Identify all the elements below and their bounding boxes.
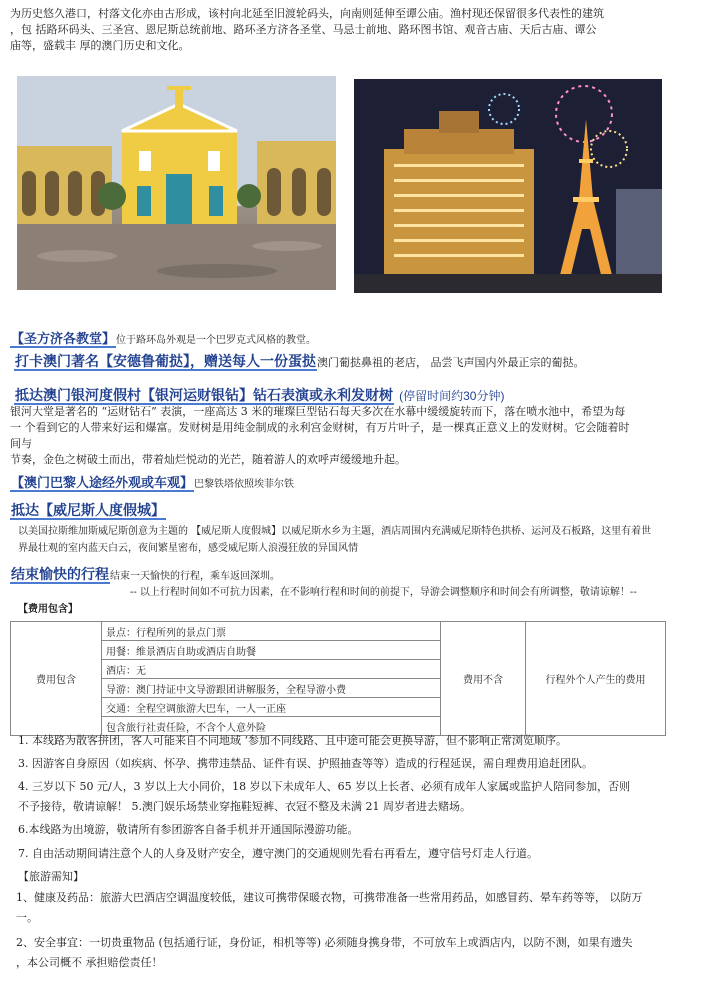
intro-line: 为历史悠久港口，村落文化亦由古形成，该村向北延至旧渡轮码头，向南则延伸至谭公庙。渔村现还保留很多代表性的建筑 [10,7,604,20]
venetian-line: 以美国拉斯维加斯威尼斯创意为主题的 【威尼斯人度假城】以威尼斯水乡为主题，酒店周围内充满威尼斯特色拱桥、运河及石板路，这里有着世 [18,526,652,537]
rule-item: 4. 三岁以下 50 元/人，3 岁以上大小同价，18 岁以下未成年人、65 岁以上长者、必须有成年人家属或监护人陪同参加，否则 [18,780,631,793]
egg-tart-title: 打卡澳门著名【安德鲁葡挞】，赠送每人一份蛋挞 [15,353,316,369]
church-photo [17,76,336,290]
parisian-section [10,472,294,492]
notice-item: 1、健康及药品：旅游大巴酒店空调温度较低，建议可携带保暖衣物，可携带准备一些常用药品，如感冒药、晕车药等等， 以防万 [16,891,643,904]
fee-excluded-value: 行程外个人产生的费用 [526,622,666,736]
fee-item: 景点：行程所列的景点门票 [102,622,441,641]
galaxy-paragraph [10,404,694,468]
fee-item: 交通：全程空调旅游大巴车，一人一正座 [102,698,441,717]
galaxy-line: 一 个看到它的人带来好运和爆富。发财树是用纯金制成的永利宫金财树，有万片叶子，是一棵真正意义上的发财树。它会随着时 [10,421,630,434]
galaxy-line: 间与 [10,437,32,450]
rule-item: 不予接待，敬请谅解！ 5.澳门娱乐场禁业穿拖鞋短裤、衣冠不整及未满 21 周岁者进去赌场。 [18,800,471,813]
notice-item: 2、安全事宜：一切贵重物品 (包括通行证，身份证，相机等等) 必须随身携身带，不可放车上或酒店内，以防不测，如果有遗失 [16,936,633,949]
intro-paragraph [10,6,690,54]
rule-item: 3. 因游客自身原因（如疾病、怀孕、携带违禁品、证件有误、护照抽查等等）造成的行程延误，需自理费用追赶团队。 [18,757,593,770]
fee-header: 【费用包含】 [18,604,78,615]
intro-line: 庙等，盛载丰 厚的澳门历史和文化。 [10,39,190,52]
notice-header: 【旅游需知】 [18,870,84,883]
fee-item: 用餐：维景酒店自助或酒店自助餐 [102,641,441,660]
egg-tart-section [14,351,585,371]
notice-item-continued: 一。 [16,911,38,924]
galaxy-section-heading [14,385,504,405]
end-desc: 结束一天愉快的行程，乘车返回深圳。 [110,571,280,582]
table-row [11,622,666,641]
galaxy-title: 抵达澳门银河度假村【银河运财银钻】钻石表演或永利发财树 [15,387,393,403]
galaxy-line: 银河大堂是著名的 “运财钻石” 表演，一座高达 3 米的璀璨巨型钻石每天多次在水幕中缓缓旋转而下，落在喷水池中，希望为每 [10,405,626,418]
fee-included-label: 费用包含 [11,622,102,736]
parisian-title: 【澳门巴黎人途经外观或车观】 [11,475,194,490]
venetian-paragraph [18,523,694,557]
parisian-desc: 巴黎铁塔依照埃菲尔铁 [194,479,295,490]
fee-item: 酒店：无 [102,660,441,679]
fee-table [10,621,666,736]
galaxy-line: 节奏，金色之树破土而出，带着灿烂悦动的光芒，随着游人的欢呼声缓缓地升起。 [10,453,406,466]
venetian-line: 界最壮观的室内蓝天白云，夜间繁星密布，感受威尼斯人浪漫狂放的异国风情 [18,543,358,554]
egg-tart-desc: 澳门葡挞鼻祖的老店， 品尝飞声国内外最正宗的葡挞。 [317,356,585,369]
end-title: 结束愉快的行程 [11,566,109,582]
fee-item: 导游：澳门持证中文导游跟团讲解服务，全程导游小费 [102,679,441,698]
fee-item: 包含旅行社责任险，不含个人意外险 [102,717,441,736]
venetian-title: 抵达【威尼斯人度假城】 [11,502,165,518]
end-section [10,564,280,584]
schedule-disclaimer: -- 以上行程时间如不可抗力因素，在不影响行程和时间的前提下，导游会调整顺序和时间会有所调整，敬请谅解！-- [130,587,637,598]
rule-item: 7. 自由活动期间请注意个人的人身及财产安全，遵守澳门的交通规则先看右再看左，遵守信号灯走人行道。 [18,847,538,860]
church-illustration [17,76,336,290]
venetian-section-heading [10,500,166,520]
saint-francis-section [10,328,316,348]
fee-excluded-label: 费用不含 [441,622,526,736]
saint-francis-title: 【圣方济各教堂】 [11,331,116,346]
rule-item: 1. 本线路为散客拼团，客人可能来自不同地域 ‘参加不同线路、且中途可能会更换导游，但不影响正常浏览顺序。 [18,734,567,747]
intro-line: ，包 括路环码头、三圣宫、恩尼斯总统前地、路环圣方济各圣堂、马忌士前地、路环图书馆、观音古庙、天后古庙、谭公 [10,23,597,36]
parisian-photo [354,79,662,293]
saint-francis-desc: 位于路环岛外观是一个巴罗克式风格的教堂。 [116,335,317,346]
notice-item-continued: ，本公司概不 承担赔偿责任！ [16,956,163,969]
galaxy-note: (停留时间约30分钟) [399,389,505,403]
rule-item: 6.本线路为出境游，敬请所有参团游客自备手机并开通国际漫游功能。 [18,823,359,836]
parisian-illustration [354,79,662,293]
